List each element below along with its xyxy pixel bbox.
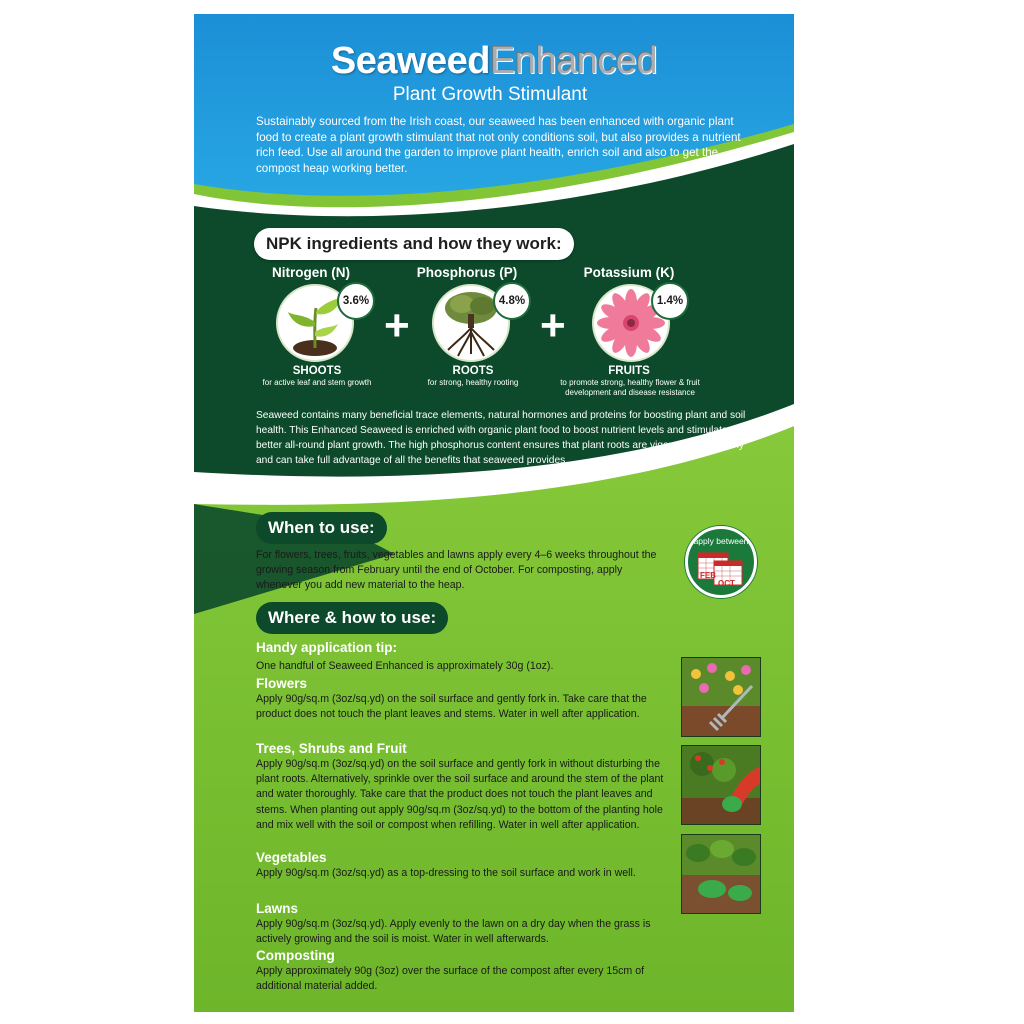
title-part-enhanced: Enhanced [490,40,658,82]
trees-heading: Trees, Shrubs and Fruit [256,741,407,756]
flowers-heading: Flowers [256,676,308,691]
when-to-use-heading: When to use: [256,512,387,544]
lawns-text: Apply 90g/sq.m (3oz/sq.yd). Apply evenly to the lawn on a dry day when the grass is actively growing and the soil is moist. Water in well afterwards. [256,918,651,946]
potassium-percent-badge: 1.4% [651,282,689,320]
when-to-use-text: For flowers, trees, fruits, vegetables and lawns apply every 4–6 weeks throughout the growing season from February until the end of October. For composting, apply whenever you add new material to the heap. [256,549,657,592]
lawns-heading: Lawns [256,901,299,916]
plus-sign-2: + [540,301,566,350]
nitrogen-percent-badge: 3.6% [337,282,375,320]
phosphorus-percent-badge: 4.8% [493,282,531,320]
potassium-label: Potassium (K) [583,265,675,280]
npk-description: Seaweed contains many beneficial trace elements, natural hormones and proteins for boosting plant and soil health. This Enhanced Seaweed is enriched with organic plant food to boost nutrient levels and stimulate better all-round plant growth. The high phosphorus content ensures that plant roots are vigorous and healthy and can take full advantage of all the benefits that seaweed provides. [256,410,746,466]
trees-text: Apply 90g/sq.m (3oz/sq.yd) on the soil surface and gently fork in without disturbing the plant roots. Alternatively, sprinkle over the soil surface and around the stem of the plant and water thoroughly. Take care that the product does not touch the plant leaves and stems. When planting out apply 90g/sq.m (3oz/sq.yd) to the bottom of the planting hole and mix well with the soil or compost when refilling. Water in well after application. [256,758,664,831]
where-how-heading: Where & how to use: [256,602,448,634]
composting-text: Apply approximately 90g (3oz) over the surface of the compost after every 15cm of additional material added. [256,965,645,993]
shoots-caption: SHOOTS [292,365,342,377]
intro-paragraph: Sustainably sourced from the Irish coast, our seaweed has been enhanced with organic plant food to create a plant growth stimulant that not only conditions soil, but also provides a nutrient rich feed. Use all around the garden to improve plant health, enrich soil and also to get the compost heap working better. [256,115,741,175]
product-title [194,40,794,83]
flowers-text: Apply 90g/sq.m (3oz/sq.yd) on the soil surface and gently fork in. Take care that the product does not touch the plant leaves and stems. Water in well after application. [256,693,647,721]
tip-text: One handful of Seaweed Enhanced is approximately 30g (1oz). [256,660,554,672]
product-subtitle: Plant Growth Stimulant [392,84,588,105]
flowers-fork-illustration [681,657,761,737]
product-label-panel [194,14,794,1012]
title-part-seaweed: Seaweed [330,40,490,82]
calendar-to-month: OCT [718,579,735,588]
tip-heading: Handy application tip: [256,640,398,655]
shrub-gloves-illustration [681,745,761,825]
roots-description: for strong, healthy rooting [427,378,519,387]
plus-sign-1: + [384,301,410,350]
calendar-badge [685,526,757,598]
vegetables-heading: Vegetables [256,850,327,865]
calendar-from-month: FEB [700,571,716,580]
npk-heading: NPK ingredients and how they work: [254,228,574,260]
roots-caption: ROOTS [452,365,494,377]
vegetables-text: Apply 90g/sq.m (3oz/sq.yd) as a top-dressing to the soil surface and work in well. [256,867,636,879]
apply-between-label: apply between [693,536,749,546]
nitrogen-label: Nitrogen (N) [272,265,350,280]
fruits-caption: FRUITS [608,365,650,377]
vegetables-gloves-illustration [681,834,761,914]
composting-heading: Composting [256,948,335,963]
phosphorus-label: Phosphorus (P) [416,265,518,280]
fruits-description: to promote strong, healthy flower & fruit development and disease resistance [560,378,700,397]
shoots-description: for active leaf and stem growth [262,378,372,387]
